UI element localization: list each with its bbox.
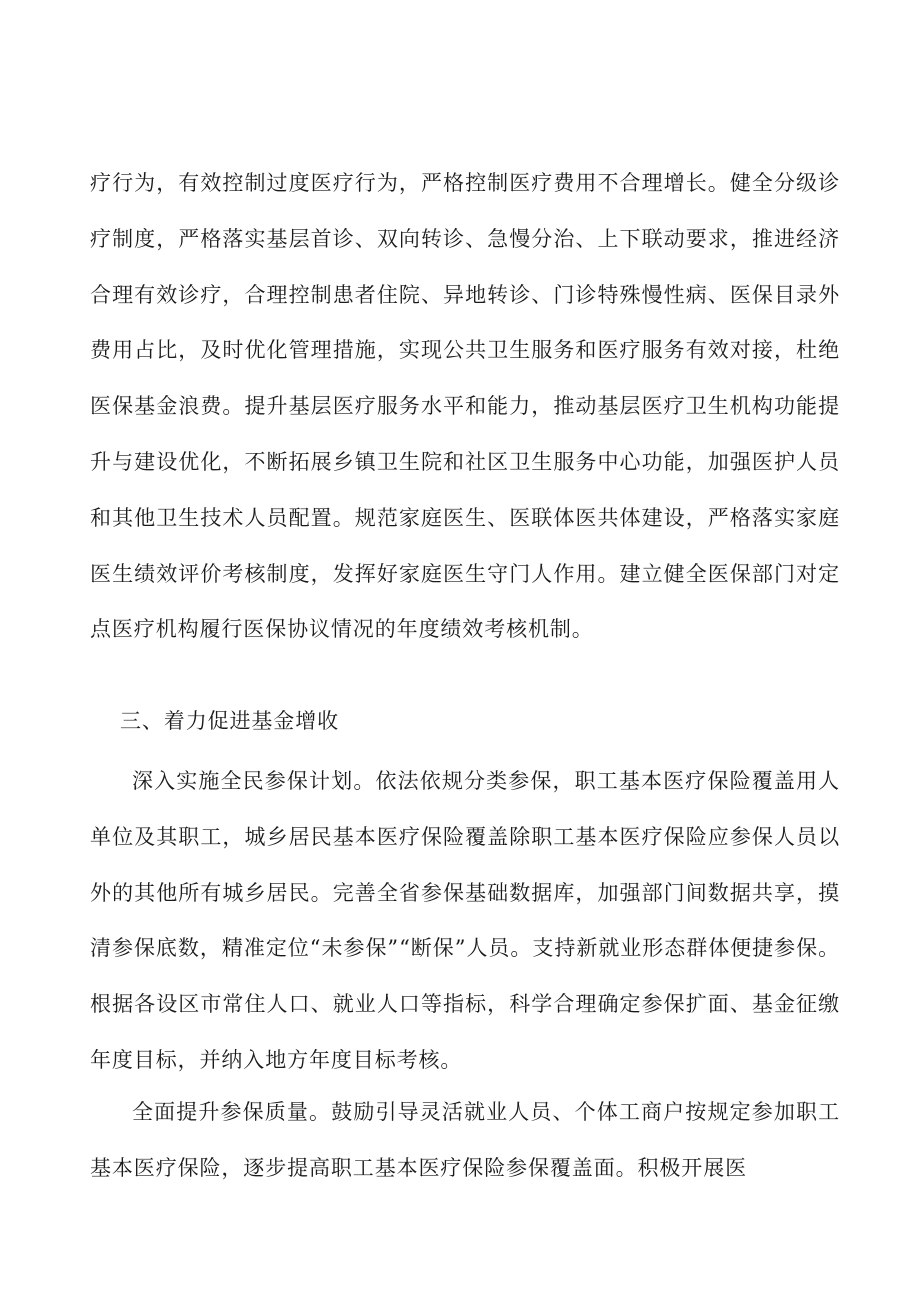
section-heading: 三、着力促进基金增收 xyxy=(120,709,339,733)
body-paragraph-continued: 疗行为，有效控制过度医疗行为，严格控制医疗费用不合理增长。健全分级诊疗制度，严格落实基层首诊、双向转诊、急慢分治、上下联动要求，推进经济合理有效诊疗，合理控制患者住院、异地转诊、门诊特殊慢性病、医保目录外费用占比，及时优化管理措施，实现公共卫生服务和医疗服务有效对接，杜绝医保基金浪费。提升基层医疗服务水平和能力，推动基层医疗卫生机构功能提升与建设优化，不断拓展乡镇卫生院和社区卫生服务中心功能，加强医护人员和其他卫生技术人员配置。规范家庭医生、医联体医共体建设，严格落实家庭医生绩效评价考核制度，发挥好家庭医生守门人作用。建立健全医保部门对定点医疗机构履行医保协议情况的年度绩效考核机制。 xyxy=(90,171,840,642)
body-paragraph-enrollment-quality: 全面提升参保质量。鼓励引导灵活就业人员、个体工商户按规定参加职工基本医疗保险，逐步提高职工基本医疗保险参保覆盖面。积极开展医 xyxy=(90,1100,840,1180)
body-paragraph-enrollment-plan: 深入实施全民参保计划。依法依规分类参保，职工基本医疗保险覆盖用人单位及其职工，城乡居民基本医疗保险覆盖除职工基本医疗保险应参保人员以外的其他所有城乡居民。完善全省参保基础数据库，加强部门间数据共享，摸清参保底数，精准定位“未参保”“断保”人员。支持新就业形态群体便捷参保。根据各设区市常住人口、就业人口等指标，科学合理确定参保扩面、基金征缴年度目标，并纳入地方年度目标考核。 xyxy=(90,769,840,1072)
